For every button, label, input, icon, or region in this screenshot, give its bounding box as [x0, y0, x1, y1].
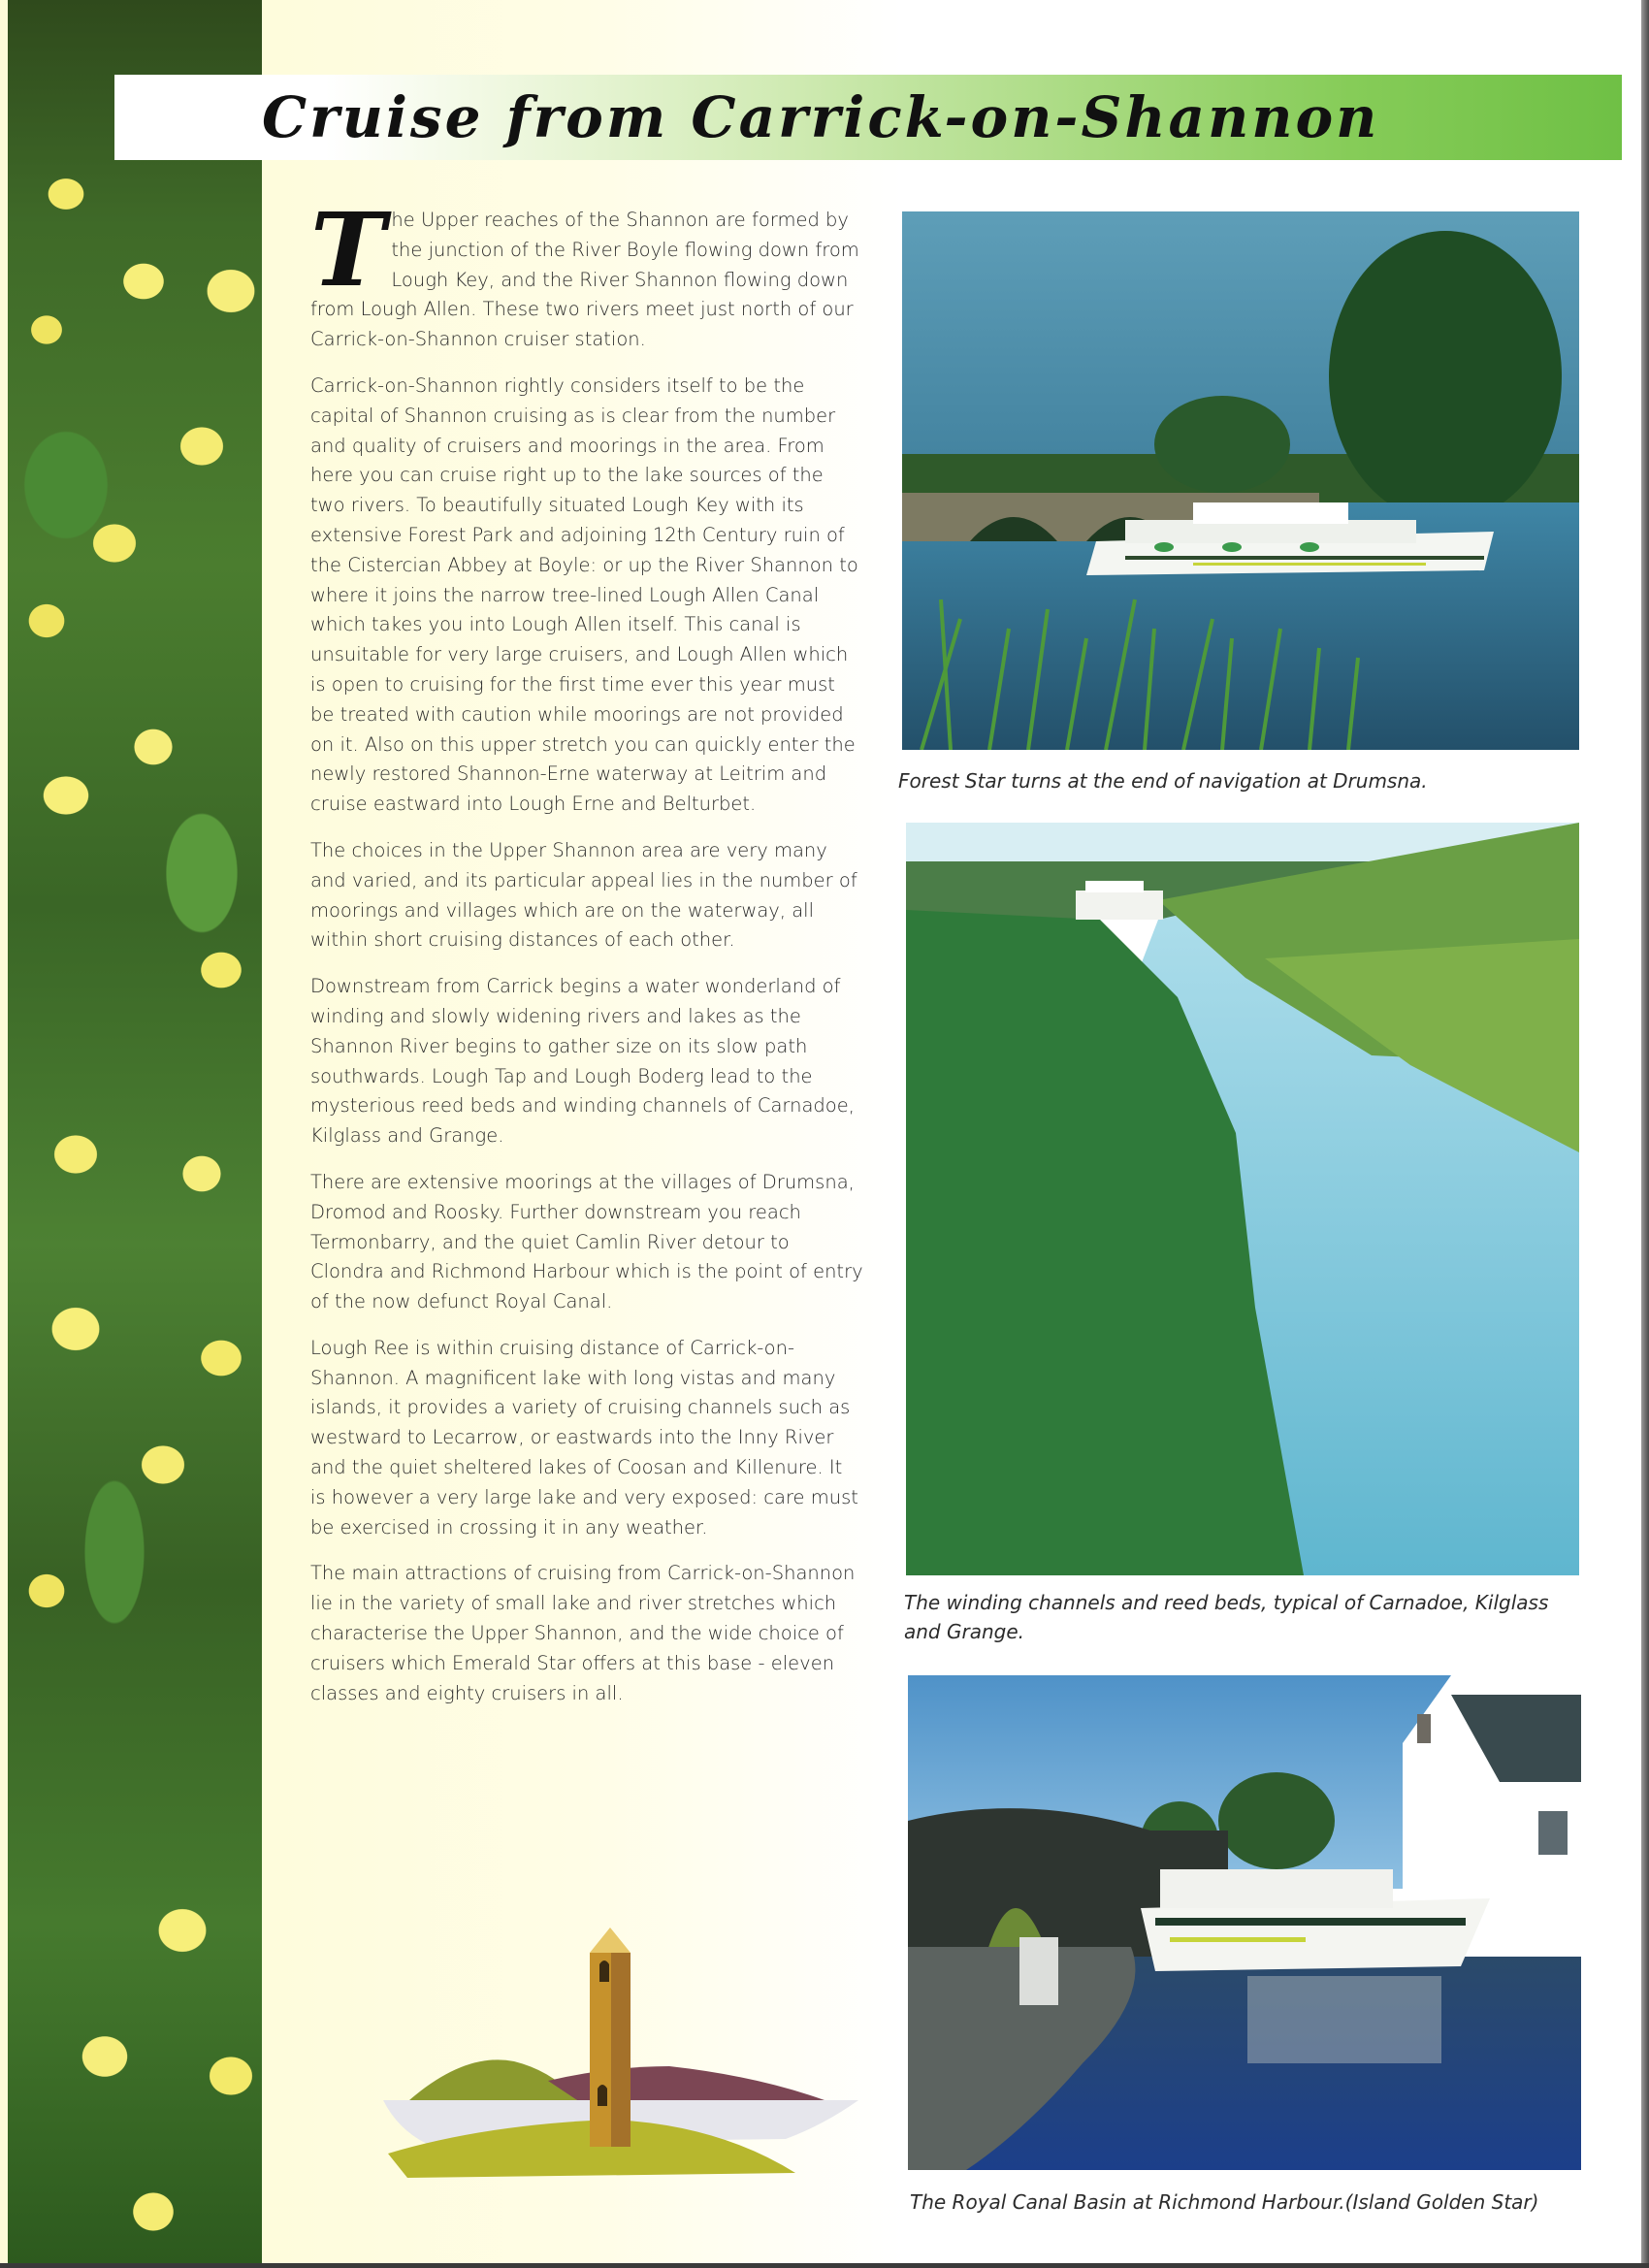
photo-caption: The winding channels and reed beds, typical of Carnadoe, Kilglass and Grange. [904, 1591, 1549, 1643]
purple-hill [548, 2066, 824, 2100]
paragraph-intro-text: he Upper reaches of the Shannon are formed by the junction of the River Boyle flowing down from Lough Key, and the River Shannon flowing down from Lough Allen. These two rivers meet just north of our Carrick-on-Shannon cruiser station. [310, 209, 859, 351]
paragraph: Lough Ree is within cruising distance of Carrick-on-Shannon. A magnificent lake with long vistas and many islands, it provides a variety of cruising channels such as westward to Lecarrow, or eastwards into the Inny River and the quiet sheltered lakes of Coosan and Killenure. It is however a very large lake and very exposed: care must be exercised in crossing it in any weather. [310, 1336, 858, 1539]
page-edge [1641, 0, 1649, 2268]
paragraph-intro [310, 190, 863, 355]
paragraph: The choices in the Upper Shannon area are very many and varied, and its particular appeal lies in the number of moorings and villages which are on the waterway, all within short cruising distances of each other. [310, 838, 857, 952]
photo-caption: The Royal Canal Basin at Richmond Harbour.(Island Golden Star) [910, 2190, 1539, 2214]
photo-reed-channel [906, 823, 1579, 1575]
white-cottage [1403, 1675, 1581, 1918]
paragraph: There are extensive moorings at the villages of Drumsna, Dromod and Roosky. Further downstream you reach Termonbarry, and the quiet Camlin River detour to Clondra and Richmond Harbour which is the point of entry of the now defunct Royal Canal. [310, 1170, 863, 1313]
page-title: Cruise from Carrick-on-Shannon [262, 84, 1380, 150]
page-edge [0, 2263, 1649, 2268]
paragraph: The main attractions of cruising from Carrick-on-Shannon lie in the variety of small lake and river stretches which characterise the Upper Shannon, and the wide choice of cruisers which Emerald Star offers at this base - eleven classes and eighty cruisers in all. [310, 1562, 856, 1704]
photo-drumsna-bridge [902, 211, 1579, 750]
paragraph: Downstream from Carrick begins a water wonderland of winding and slowly widening rivers and lakes as the Shannon River begins to gather size on its slow path southwards. Lough Tap and Lough Boderg lead to the mysterious reed beds and winding channels of Carnadoe, Kilglass and Grange. [310, 975, 855, 1148]
photo-caption: Forest Star turns at the end of navigation at Drumsna. [898, 769, 1428, 793]
photo-royal-canal-basin [908, 1675, 1581, 2170]
drop-cap: T [310, 190, 386, 309]
round-tower-illustration [369, 1906, 873, 2178]
primrose-flowers-photo [8, 0, 262, 2263]
round-tower [590, 1928, 630, 2147]
article-body [310, 190, 863, 1725]
title-banner [114, 75, 1622, 160]
paragraph: Carrick-on-Shannon rightly considers itself to be the capital of Shannon cruising as is clear from the number and quality of cruisers and moorings in the area. From here you can cruise right up to the lake sources of the two rivers. To beautifully situated Lough Key with its extensive Forest Park and adjoining 12th Century ruin of the Cistercian Abbey at Boyle: or up the River Shannon to where it joins the narrow tree-lined Lough Allen Canal which takes you into Lough Allen itself. This canal is unsuitable for very large cruisers, and Lough Allen which is open to cruising for the first time ever this year must be treated with caution while moorings are not provided on it. Also on this upper stretch you can quickly enter the newly restored Shannon-Erne waterway at Leitrim and cruise eastward into Lough Erne and Belturbet. [310, 373, 858, 816]
